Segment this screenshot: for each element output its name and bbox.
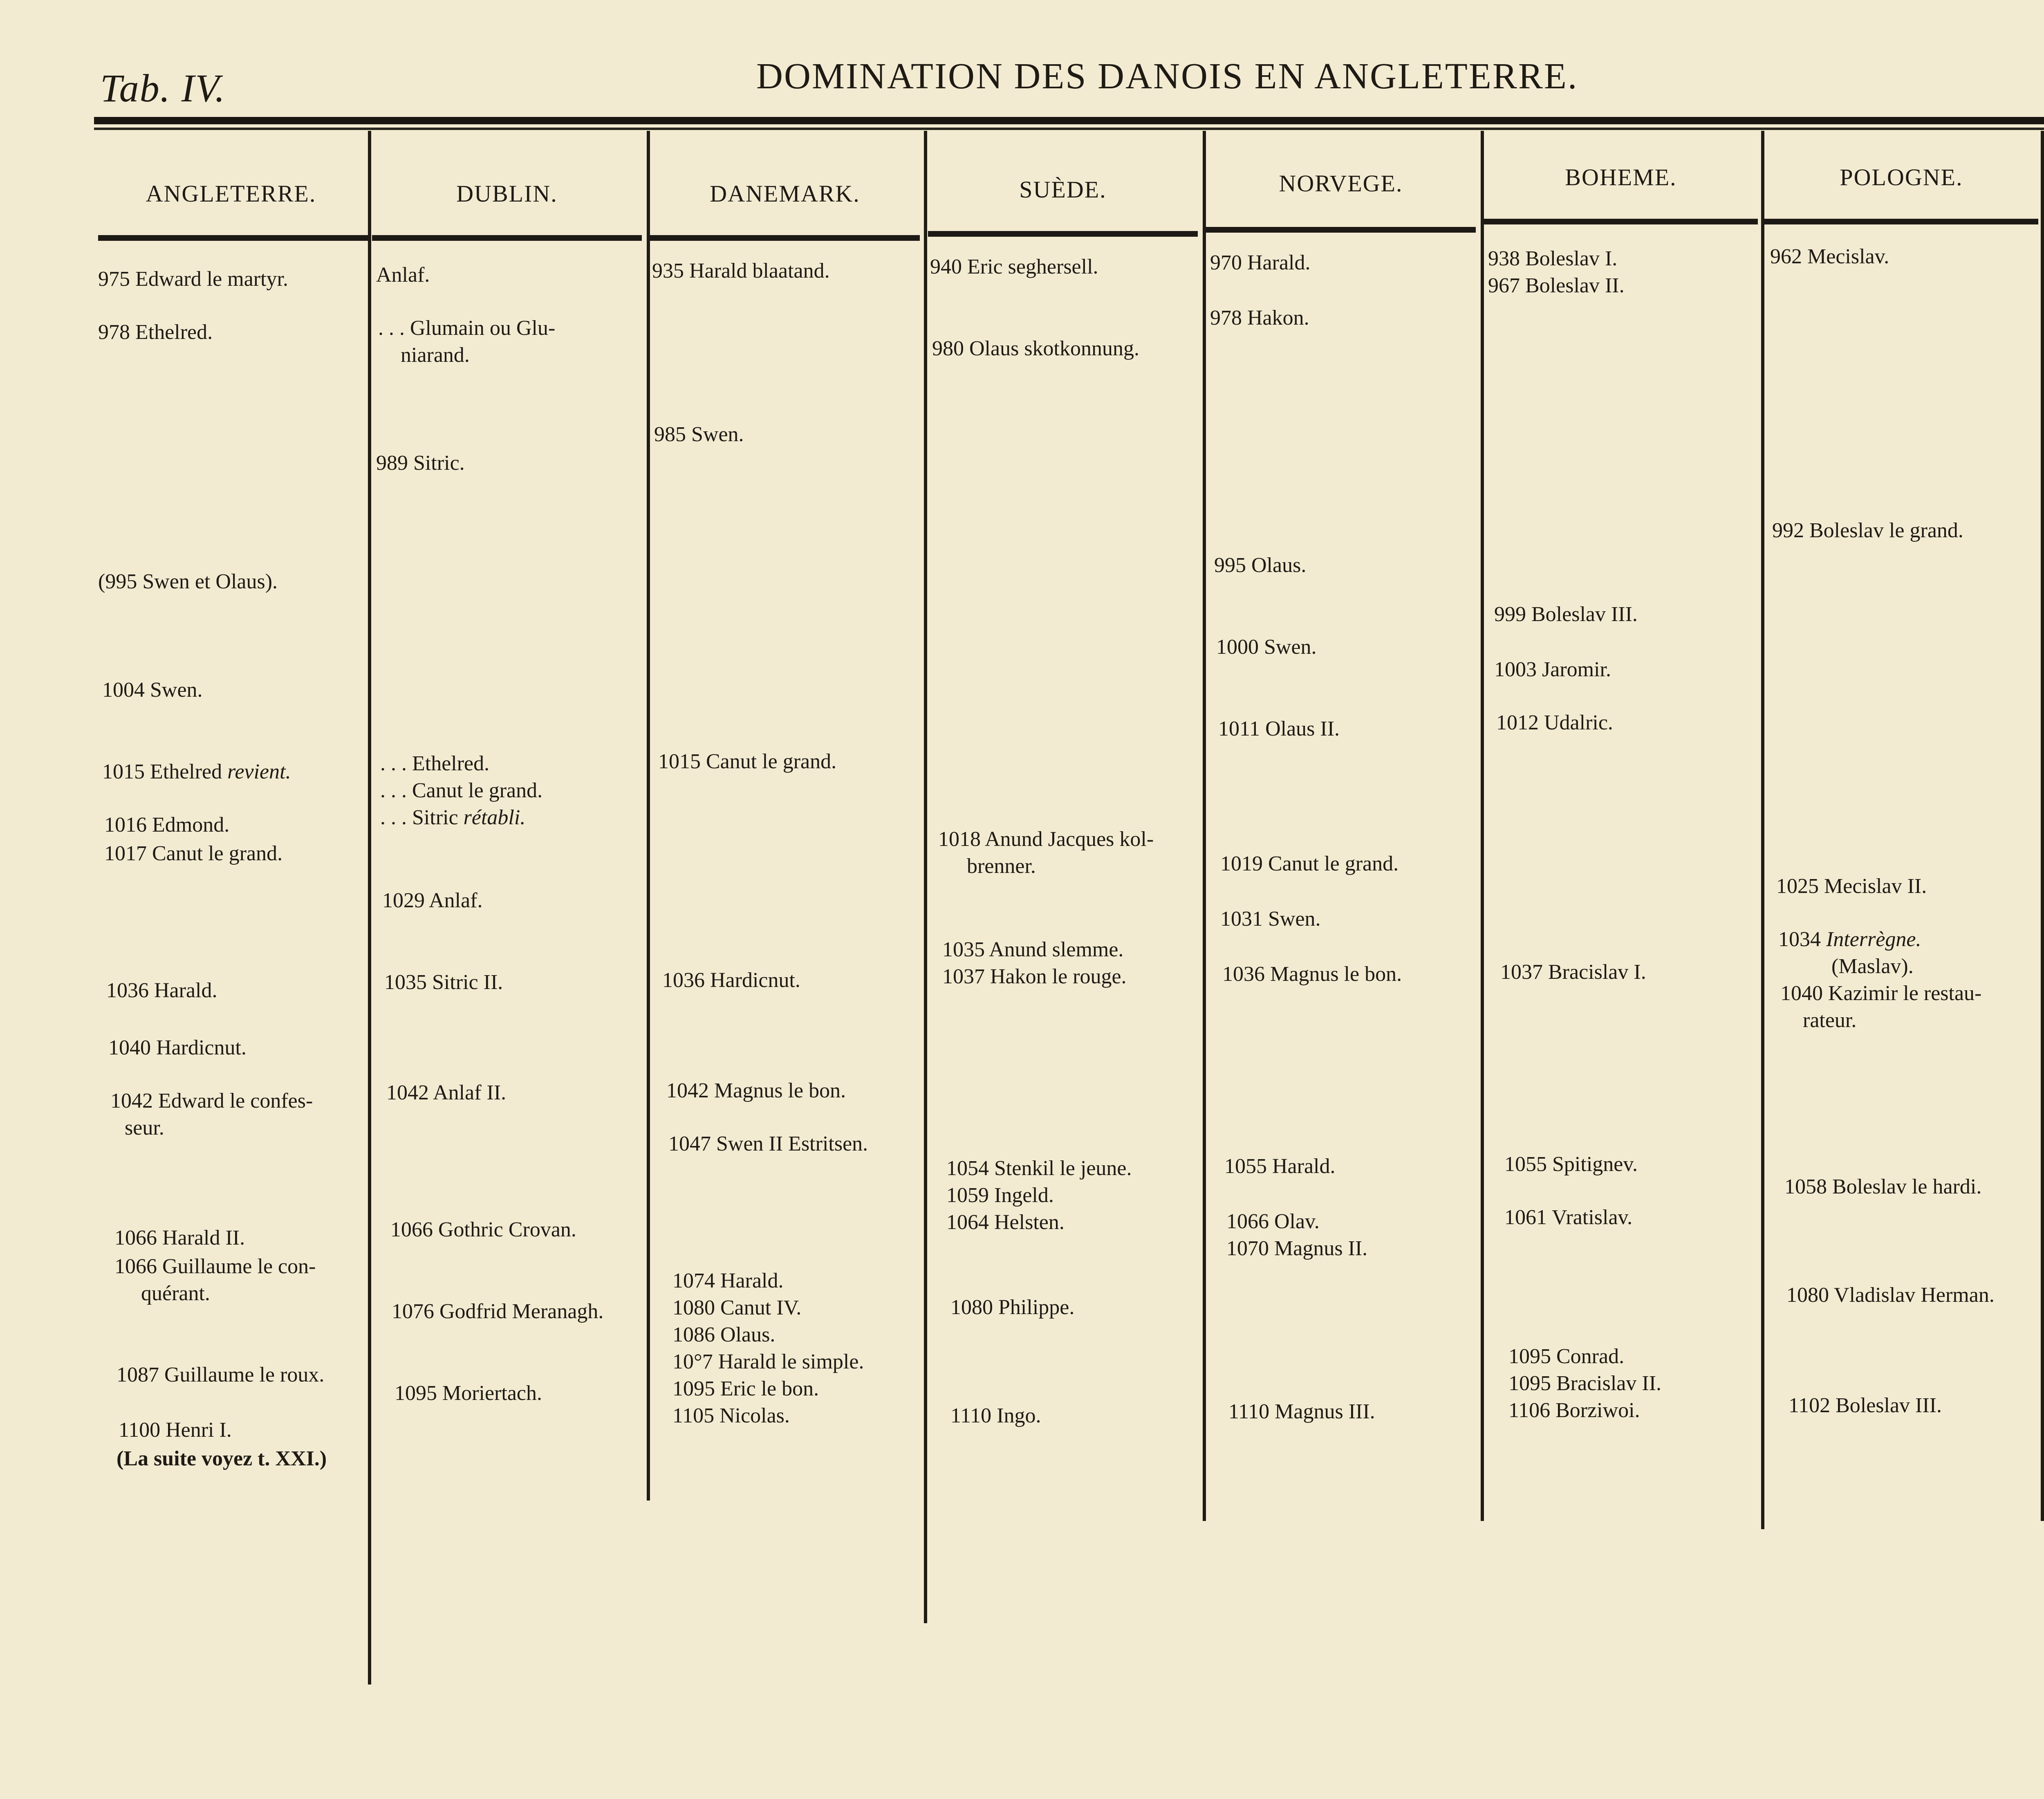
list-item	[1778, 926, 1921, 953]
entry-italic: rétabli.	[463, 806, 526, 829]
list-item: 1035 Sitric II.	[384, 971, 503, 994]
list-item: 1036 Harald.	[106, 979, 217, 1002]
list-item: 1095 Moriertach.	[394, 1382, 542, 1405]
list-item: 1066 Harald II.	[114, 1226, 245, 1249]
list-item: niarand.	[401, 343, 470, 367]
list-item: 1029 Anlaf.	[382, 889, 483, 912]
list-item: 1003 Jaromir.	[1494, 658, 1611, 681]
list-item: 1061 Vratislav.	[1504, 1206, 1633, 1229]
tab-label: Tab. IV.	[100, 66, 226, 110]
list-item	[102, 758, 291, 785]
list-item: 1095 Eric le bon.	[672, 1377, 819, 1400]
column-header-angleterre: ANGLETERRE.	[146, 180, 316, 207]
column-divider	[924, 131, 927, 1623]
list-item: 1055 Harald.	[1224, 1155, 1336, 1178]
list-item: 999 Boleslav III.	[1494, 603, 1638, 626]
list-item: 1004 Swen.	[102, 678, 203, 702]
column-header-danemark: DANEMARK.	[710, 180, 860, 207]
column-header-norvege: NORVEGE.	[1279, 170, 1403, 197]
list-item: 1000 Swen.	[1216, 635, 1317, 659]
list-item: . . . Glumain ou Glu-	[378, 316, 556, 340]
list-item: brenner.	[967, 855, 1036, 878]
column-header-suede: SUÈDE.	[1019, 176, 1107, 203]
column-header-pologne: POLOGNE.	[1840, 164, 1963, 191]
list-item: 967 Boleslav II.	[1488, 274, 1625, 297]
list-item: 1042 Anlaf II.	[386, 1081, 507, 1104]
list-item: 1064 Helsten.	[946, 1211, 1065, 1234]
list-item: 989 Sitric.	[376, 451, 465, 475]
list-item: 962 Mecislav.	[1770, 245, 1889, 268]
list-item: 1059 Ingeld.	[946, 1184, 1054, 1207]
entry-italic: revient.	[227, 760, 291, 783]
list-item: 1066 Gothric Crovan.	[390, 1218, 576, 1241]
list-item: 10°7 Harald le simple.	[672, 1350, 864, 1373]
list-item: 1105 Nicolas.	[672, 1404, 790, 1427]
list-item: (Maslav).	[1831, 955, 1914, 978]
list-item: 1102 Boleslav III.	[1788, 1394, 1942, 1417]
list-item: rateur.	[1803, 1009, 1857, 1032]
column-header-dublin: DUBLIN.	[456, 180, 558, 207]
column-divider	[1481, 131, 1484, 1521]
column-divider	[647, 131, 650, 1501]
list-item: quérant.	[141, 1282, 210, 1305]
list-item: 1106 Borziwoi.	[1508, 1399, 1640, 1422]
header-rule	[372, 235, 642, 241]
column-header-boheme: BOHEME.	[1565, 164, 1677, 191]
list-item: 1080 Canut IV.	[672, 1296, 802, 1319]
top-rule-thin	[94, 128, 2044, 130]
list-item: 1011 Olaus II.	[1218, 717, 1340, 740]
list-item: 980 Olaus skotkonnung.	[932, 337, 1139, 360]
header-rule	[1484, 219, 1758, 224]
entry-italic: Interrègne.	[1826, 928, 1921, 951]
header-rule	[1764, 219, 2038, 224]
list-item: seur.	[125, 1116, 164, 1140]
list-item: 1019 Canut le grand.	[1220, 852, 1399, 875]
list-item	[380, 804, 525, 831]
list-item: 1058 Boleslav le hardi.	[1784, 1175, 1982, 1198]
list-item: 1080 Vladislav Herman.	[1786, 1283, 1995, 1307]
list-item: 1040 Hardicnut.	[108, 1036, 247, 1059]
list-item: 1037 Bracislav I.	[1500, 960, 1646, 984]
list-item: 1035 Anund slemme.	[942, 938, 1124, 961]
list-item: 978 Ethelred.	[98, 321, 213, 344]
header-rule	[650, 235, 920, 241]
list-item: 1018 Anund Jacques kol-	[938, 828, 1154, 851]
list-item: 1036 Hardicnut.	[662, 969, 800, 992]
list-item: 1042 Magnus le bon.	[666, 1079, 846, 1102]
list-item: 995 Olaus.	[1214, 554, 1307, 577]
list-item: 935 Harald blaatand.	[652, 259, 830, 283]
list-item: 1110 Magnus III.	[1228, 1400, 1375, 1423]
list-item: 1074 Harald.	[672, 1269, 784, 1292]
header-rule	[1206, 227, 1476, 233]
list-item: 1086 Olaus.	[672, 1323, 775, 1346]
column-divider	[2041, 131, 2044, 1521]
entry-text: 1015 Ethelred	[102, 760, 228, 783]
list-item: 1076 Godfrid Meranagh.	[392, 1300, 604, 1323]
list-item: 1016 Edmond.	[104, 813, 230, 837]
list-item: 1066 Guillaume le con-	[114, 1255, 316, 1278]
list-item: 975 Edward le martyr.	[98, 267, 288, 291]
list-item: 1110 Ingo.	[950, 1404, 1041, 1427]
list-item: 1025 Mecislav II.	[1776, 875, 1927, 898]
list-item: 1100 Henri I.	[119, 1418, 232, 1442]
list-item: 938 Boleslav I.	[1488, 247, 1618, 270]
list-item: . . . Canut le grand.	[380, 779, 543, 802]
list-item: 985 Swen.	[654, 423, 744, 446]
list-item: 1012 Udalric.	[1496, 711, 1613, 734]
list-item: 1095 Conrad.	[1508, 1345, 1625, 1368]
top-rule	[94, 117, 2044, 124]
list-item: 1047 Swen II Estritsen.	[668, 1132, 868, 1155]
list-item: 1042 Edward le confes-	[110, 1089, 313, 1113]
list-item: 978 Hakon.	[1210, 306, 1309, 330]
list-item: 1017 Canut le grand.	[104, 842, 283, 865]
page-title: DOMINATION DES DANOIS EN ANGLETERRE.	[756, 56, 1578, 96]
list-item: 1015 Canut le grand.	[658, 750, 837, 773]
entry-text: . . . Sitric	[380, 806, 464, 829]
list-item: (La suite voyez t. XXI.)	[117, 1447, 327, 1470]
list-item: 1037 Hakon le rouge.	[942, 965, 1127, 988]
header-rule	[928, 231, 1198, 237]
list-item: 1080 Philippe.	[950, 1296, 1075, 1319]
list-item: 1070 Magnus II.	[1226, 1237, 1368, 1260]
list-item: (995 Swen et Olaus).	[98, 570, 278, 593]
column-divider	[1761, 131, 1764, 1529]
column-divider	[368, 131, 371, 1685]
list-item: 1087 Guillaume le roux.	[117, 1363, 325, 1386]
list-item: Anlaf.	[376, 263, 430, 287]
list-item: 992 Boleslav le grand.	[1772, 519, 1963, 542]
list-item: 1036 Magnus le bon.	[1222, 962, 1402, 986]
list-item: 970 Harald.	[1210, 251, 1311, 274]
column-divider	[1203, 131, 1206, 1521]
list-item: . . . Ethelred.	[380, 752, 490, 775]
list-item: 1095 Bracislav II.	[1508, 1372, 1662, 1395]
list-item: 940 Eric seghersell.	[930, 255, 1098, 278]
list-item: 1055 Spitignev.	[1504, 1153, 1638, 1176]
header-rule	[98, 235, 368, 241]
list-item: 1040 Kazimir le restau-	[1780, 982, 1982, 1005]
entry-text: 1034	[1778, 928, 1826, 951]
list-item: 1054 Stenkil le jeune.	[946, 1157, 1132, 1180]
list-item: 1066 Olav.	[1226, 1210, 1320, 1233]
list-item: 1031 Swen.	[1220, 907, 1321, 931]
